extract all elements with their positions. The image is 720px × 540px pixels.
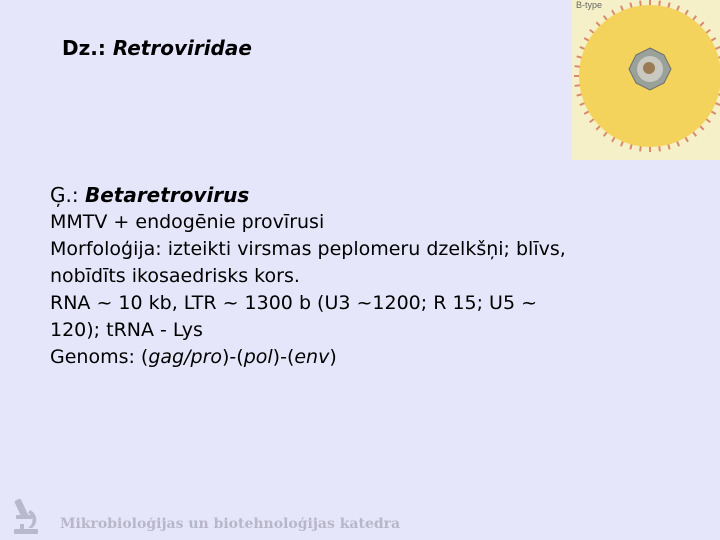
microscope-icon — [8, 496, 48, 536]
genome-suffix: ) — [329, 346, 337, 368]
genome-sep-1: )-( — [222, 346, 244, 368]
genus-prefix: Ģ.: — [50, 183, 85, 207]
genome-line — [50, 344, 690, 371]
genus-line — [50, 182, 690, 209]
genome-env: env — [294, 346, 330, 368]
genus-name: Betaretrovirus — [84, 183, 250, 207]
mmtv-line: MMTV + endogēnie provīrusi — [50, 211, 325, 233]
body-text — [50, 182, 690, 371]
footer — [8, 496, 408, 536]
morphology-line-2: nobīdīts ikosaedrisks kors. — [50, 265, 300, 287]
page-title — [62, 36, 252, 60]
genome-prefix: Genoms: ( — [50, 346, 149, 368]
genome-pol: pol — [243, 346, 273, 368]
figure-label: B-type — [576, 0, 603, 10]
virus-particle-icon — [572, 0, 720, 160]
title-prefix: Dz.: — [62, 36, 113, 60]
rna-line-1: RNA ~ 10 kb, LTR ~ 1300 b (U3 ~1200; R 15; U5 ~ — [50, 292, 538, 314]
genome-sep-2: )-( — [272, 346, 295, 368]
genome-gag: gag/pro — [148, 346, 223, 368]
morphology-line-1: Morfoloģija: izteikti virsmas peplomeru dzelkšņi; blīvs, — [50, 238, 566, 260]
title-family: Retroviridae — [112, 36, 252, 60]
rna-line-2: 120); tRNA - Lys — [50, 319, 203, 341]
virus-figure — [572, 0, 720, 160]
department-name: Mikrobioloģijas un biotehnoloģijas katedra — [60, 516, 401, 532]
